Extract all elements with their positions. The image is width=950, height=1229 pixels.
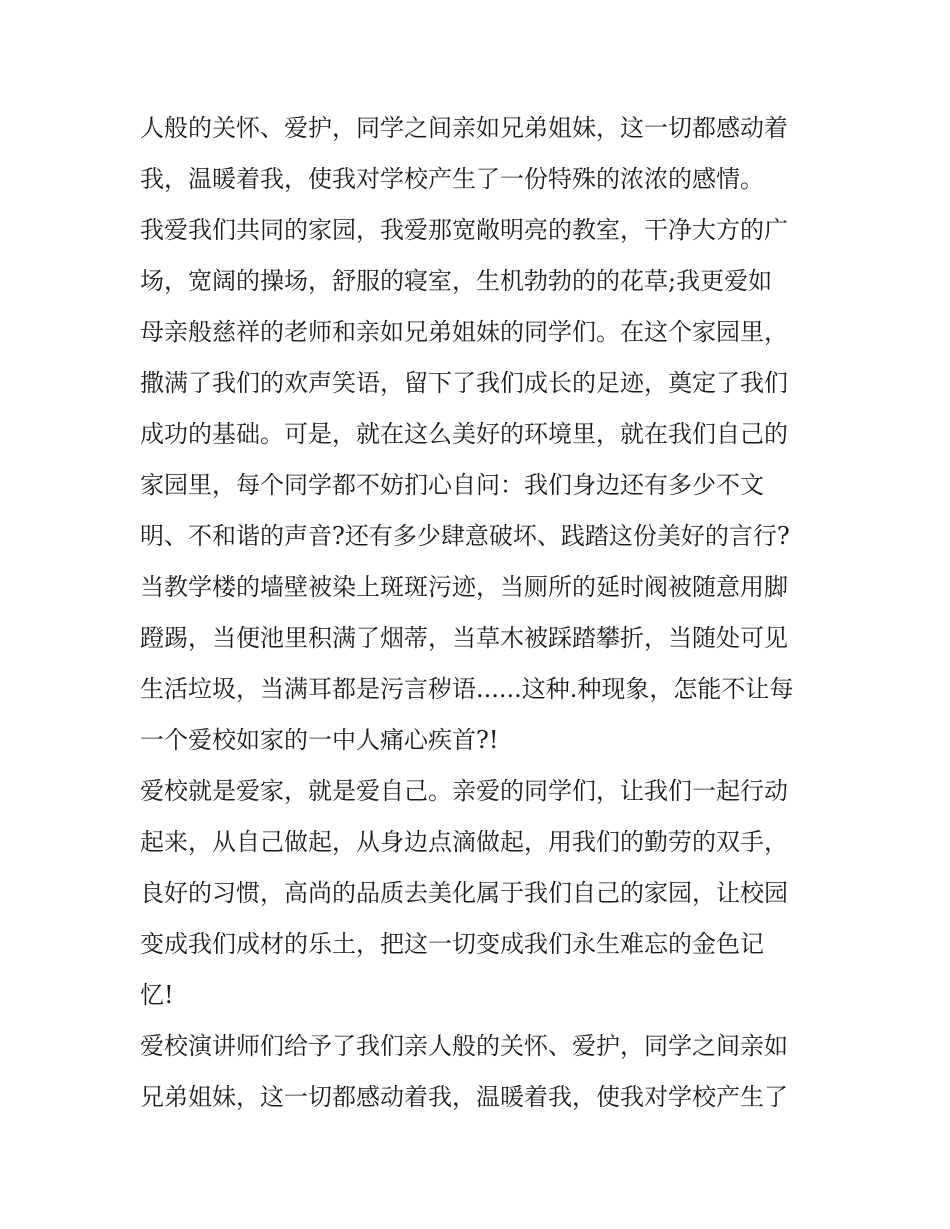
text-line: 人般的关怀、爱护，同学之间亲如兄弟姐妹，这一切都感动着	[140, 114, 788, 142]
text-line: 生活垃圾，当满耳都是污言秽语......这种.种现象，怎能不让每	[140, 675, 794, 703]
text-line: 一个爱校如家的一中人痛心疾首?!	[140, 726, 499, 754]
text-line: 家园里，每个同学都不妨扪心自问：我们身边还有多少不文	[140, 471, 764, 499]
text-line: 我，温暖着我，使我对学校产生了一份特殊的浓浓的感情。	[140, 165, 764, 193]
body-text	[140, 103, 820, 1123]
text-line: 起来，从自己做起，从身边点滴做起，用我们的勤劳的双手，	[140, 828, 788, 856]
text-line: 场，宽阔的操场，舒服的寝室，生机勃勃的的花草;我更爱如	[140, 267, 773, 295]
text-line: 明、不和谐的声音?还有多少肆意破坏、践踏这份美好的言行?	[140, 522, 790, 550]
text-line: 爱校就是爱家，就是爱自己。亲爱的同学们，让我们一起行动	[140, 777, 788, 805]
text-line: 变成我们成材的乐土，把这一切变成我们永生难忘的金色记	[140, 930, 764, 958]
text-line: 母亲般慈祥的老师和亲如兄弟姐妹的同学们。在这个家园里，	[140, 318, 788, 346]
text-line: 爱校演讲师们给予了我们亲人般的关怀、爱护，同学之间亲如	[140, 1032, 788, 1060]
text-line: 良好的习惯，高尚的品质去美化属于我们自己的家园，让校园	[140, 879, 788, 907]
text-line: 成功的基础。可是，就在这么美好的环境里，就在我们自己的	[140, 420, 788, 448]
text-line: 当教学楼的墙壁被染上斑斑污迹，当厕所的延时阀被随意用脚	[140, 573, 788, 601]
text-line: 忆!	[140, 981, 174, 1009]
text-line: 撒满了我们的欢声笑语，留下了我们成长的足迹，奠定了我们	[140, 369, 788, 397]
text-line: 我爱我们共同的家园，我爱那宽敞明亮的教室，干净大方的广	[140, 216, 788, 244]
text-line: 兄弟姐妹，这一切都感动着我，温暖着我，使我对学校产生了	[140, 1083, 788, 1111]
text-line: 蹬踢，当便池里积满了烟蒂，当草木被踩踏攀折，当随处可见	[140, 624, 788, 652]
